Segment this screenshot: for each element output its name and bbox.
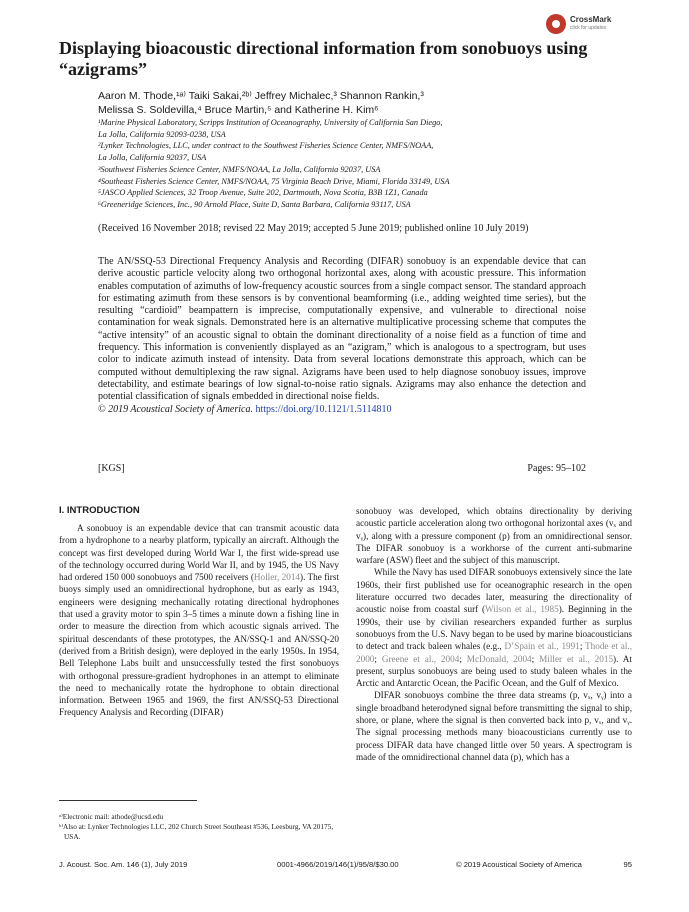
footer-copyright: © 2019 Acoustical Society of America	[456, 860, 582, 869]
footer-journal: J. Acoust. Soc. Am. 146 (1), July 2019	[59, 860, 188, 869]
paragraph-text: ). Beginning in the 1990s, their use by civilian researchers expanded further as surplus sonobuoys from the U.S. Navy began to be used by marine bioacousticians to detect and track baleen whales (e.g.,	[356, 604, 632, 652]
affiliation-line: ²Lynker Technologies, LLC, under contract to the Southwest Fisheries Science Center, NMFS/NOAA,	[98, 141, 434, 151]
abstract-copyright: © 2019 Acoustical Society of America.	[98, 403, 253, 415]
author-line-2: Melissa S. Soldevilla,⁴ Bruce Martin,⁵ and Katherine H. Kim⁶	[98, 104, 379, 116]
crossmark-sub: click for updates	[570, 25, 607, 31]
abstract-text: The AN/SSQ-53 Directional Frequency Analysis and Recording (DIFAR) sonobuoy is an expendable device that can derive acoustic particle velocity along two orthogonal horizontal axes, along with acoustic pressure. This information enables computation of azimuths of low-frequency acoustic sources from a single compact sensor. The standard approach for estimating azimuth from these sensors is by conventional beamforming (i.e., adding weighted time series), but the resulting “cardioid” beampattern is imprecise, computationally expensive, and vulnerable to directional noise contamination for weak signals. Demonstrated here is an alternative multiplicative processing scheme that computes the “active intensity” of an acoustic signal to obtain the dominant directionality of a noise field as a function of time and frequency. This information is conveniently displayed as an “azigram,” which is analogous to a spectrogram, but uses color to indicate azimuth instead of intensity. Data from several locations demonstrate this approach, which can be computed without demultiplexing the raw signal. Azigrams have been used to help diagnose sonobuoy issues, improve detectability, and estimate bearings of low signal-to-noise ratio signals. Azigrams may also enhance the detection and potential classification of signals embedded in directional noise fields.	[98, 256, 586, 403]
intro-paragraph-1	[59, 522, 339, 719]
affiliation-line: La Jolla, California 92093-0238, USA	[98, 129, 226, 139]
affiliation-line: ³Southwest Fisheries Science Center, NMFS/NOAA, La Jolla, California 92037, USA	[98, 164, 381, 174]
citation-link[interactable]: D’Spain et al., 1991	[504, 641, 580, 652]
crossmark-name: CrossMark	[570, 15, 612, 24]
footer-page-number: 95	[623, 860, 632, 869]
citation-link[interactable]: Wilson et al., 1985	[485, 604, 559, 615]
paragraph-text: A sonobuoy is an expendable device that can transmit acoustic data from a hydrophone to a nearby platform, typically an aircraft. Although the concept was first developed during World War I, the first wide-spread use of the technology occurred during World War II, and by 1945, the US Navy had ordered 150 000 sonobuoys and 7500 receivers (	[59, 523, 339, 583]
citation-link[interactable]: Thode et al., 2000	[356, 641, 632, 664]
paragraph-text: While the Navy has used DIFAR sonobuoys extensively since the late 1960s, their first published use for oceanographic research in the open literature occurred two decades later, measuring the directionality of acoustic noise from coastal surf (	[356, 567, 632, 615]
intro-paragraph-3: DIFAR sonobuoys combine the three data streams (p, vₓ, vᵧ) into a single broadband heterodyned signal before transmitting the signal to ship, shore, or plane, where the signal is then converted back into p, vₓ, and vᵧ. The signal processing methods many bioacousticians currently use to process DIFAR data have changed little over 50 years. A spectrogram is made of the omnidirectional channel data (p), which has a	[356, 690, 632, 762]
crossmark-logo[interactable]	[546, 12, 646, 36]
paragraph-text: ). At present, surplus sonobuoys are being used to study baleen whales in the Arctic and Antarctic Ocean, the Pacific Ocean, and the Gulf of Mexico.	[356, 653, 632, 689]
right-column	[356, 505, 632, 763]
affiliation-line: ⁴Southeast Fisheries Science Center, NMFS/NOAA, 75 Virginia Beach Drive, Miami, Florida 33149, USA	[98, 176, 450, 186]
citation-link[interactable]: McDonald, 2004	[466, 653, 532, 664]
separator: ;	[374, 653, 382, 664]
affiliations	[98, 117, 598, 211]
separator: ;	[459, 653, 467, 664]
separator: ;	[579, 641, 586, 652]
footnotes	[59, 812, 339, 842]
footnote: ᵇ⁾Also at: Lynker Technologies LLC, 202 Church Street Southeast #536, Leesburg, VA 20175, USA.	[59, 822, 334, 841]
footer-code: 0001-4966/2019/146(1)/95/8/$30.00	[277, 860, 399, 869]
paragraph-text: ). The first buoys simply used an omnidirectional hydrophone, but as early as 1943, engineers were designing mechanically rotating directional hydrophones that used a gravity motor to spin 3–5 times a minute down a fishing line in order to measure the direction from which acoustic signals arrived. The spiritual descendants of these prototypes, the AN/SSQ-1 and AN/SSQ-20 (derived from a British design), were deployed in the early 1950s. In 1954, Bell Telephone Labs built and unsuccessfully tested the first sonobuoys with orthogonal pressure-gradient hydrophones in an attempt to eliminate the need to mechanically rotate the hydrophone to obtain directional information. Between 1965 and 1969, the first AN/SSQ-53 Directional Frequency Analysis and Recording (DIFAR)	[59, 572, 339, 718]
left-column	[59, 522, 339, 719]
abstract-copyright-line	[98, 404, 586, 416]
intro-paragraph-continued: sonobuoy was developed, which obtains directionality by deriving acoustic particle acceleration along two orthogonal horizontal axes (vₓ and vᵧ), along with a pressure component (p) from an omnidirectional sensor. The DIFAR sonobuoy is a workhorse of the current anti-submarine warfare (ASW) fleet and the subject of this manuscript.	[356, 506, 632, 566]
page-footer	[59, 860, 632, 872]
citation-link[interactable]: Miller et al., 2015	[539, 653, 614, 664]
affiliation-line: ⁵JASCO Applied Sciences, 32 Troop Avenue, Suite 202, Dartmouth, Nova Scotia, B3B 1Z1, Canada	[98, 188, 428, 198]
doi-link[interactable]: https://doi.org/10.1121/1.5114810	[255, 403, 392, 415]
paper-title: Displaying bioacoustic directional information from sonobuoys using “azigrams”	[59, 38, 588, 79]
citation-link[interactable]: Holler, 2014	[253, 572, 301, 583]
affiliation-line: La Jolla, California 92037, USA	[98, 153, 207, 163]
footnote-divider	[59, 800, 197, 801]
author-list	[98, 89, 598, 117]
page-range: Pages: 95–102	[527, 463, 586, 474]
affiliation-line: ⁶Greeneridge Sciences, Inc., 90 Arnold Place, Suite D, Santa Barbara, California 93117, USA	[98, 199, 411, 209]
footnote: ᵃ⁾Electronic mail: athode@ucsd.edu	[59, 812, 164, 821]
citation-link[interactable]: Greene et al., 2004	[381, 653, 460, 664]
intro-paragraph-2	[356, 566, 632, 689]
abstract	[98, 256, 586, 416]
kgs-tag: [KGS]	[98, 463, 125, 474]
author-line-1: Aaron M. Thode,¹ᵃ⁾ Taiki Sakai,²ᵇ⁾ Jeffrey Michalec,³ Shannon Rankin,³	[98, 90, 424, 102]
crossmark-icon	[546, 14, 566, 34]
section-heading: I. INTRODUCTION	[59, 505, 140, 516]
separator: ;	[531, 653, 540, 664]
received-dates: (Received 16 November 2018; revised 22 May 2019; accepted 5 June 2019; published online 10 July 2019)	[98, 223, 529, 234]
affiliation-line: ¹Marine Physical Laboratory, Scripps Institution of Oceanography, University of California San Diego,	[98, 118, 443, 127]
